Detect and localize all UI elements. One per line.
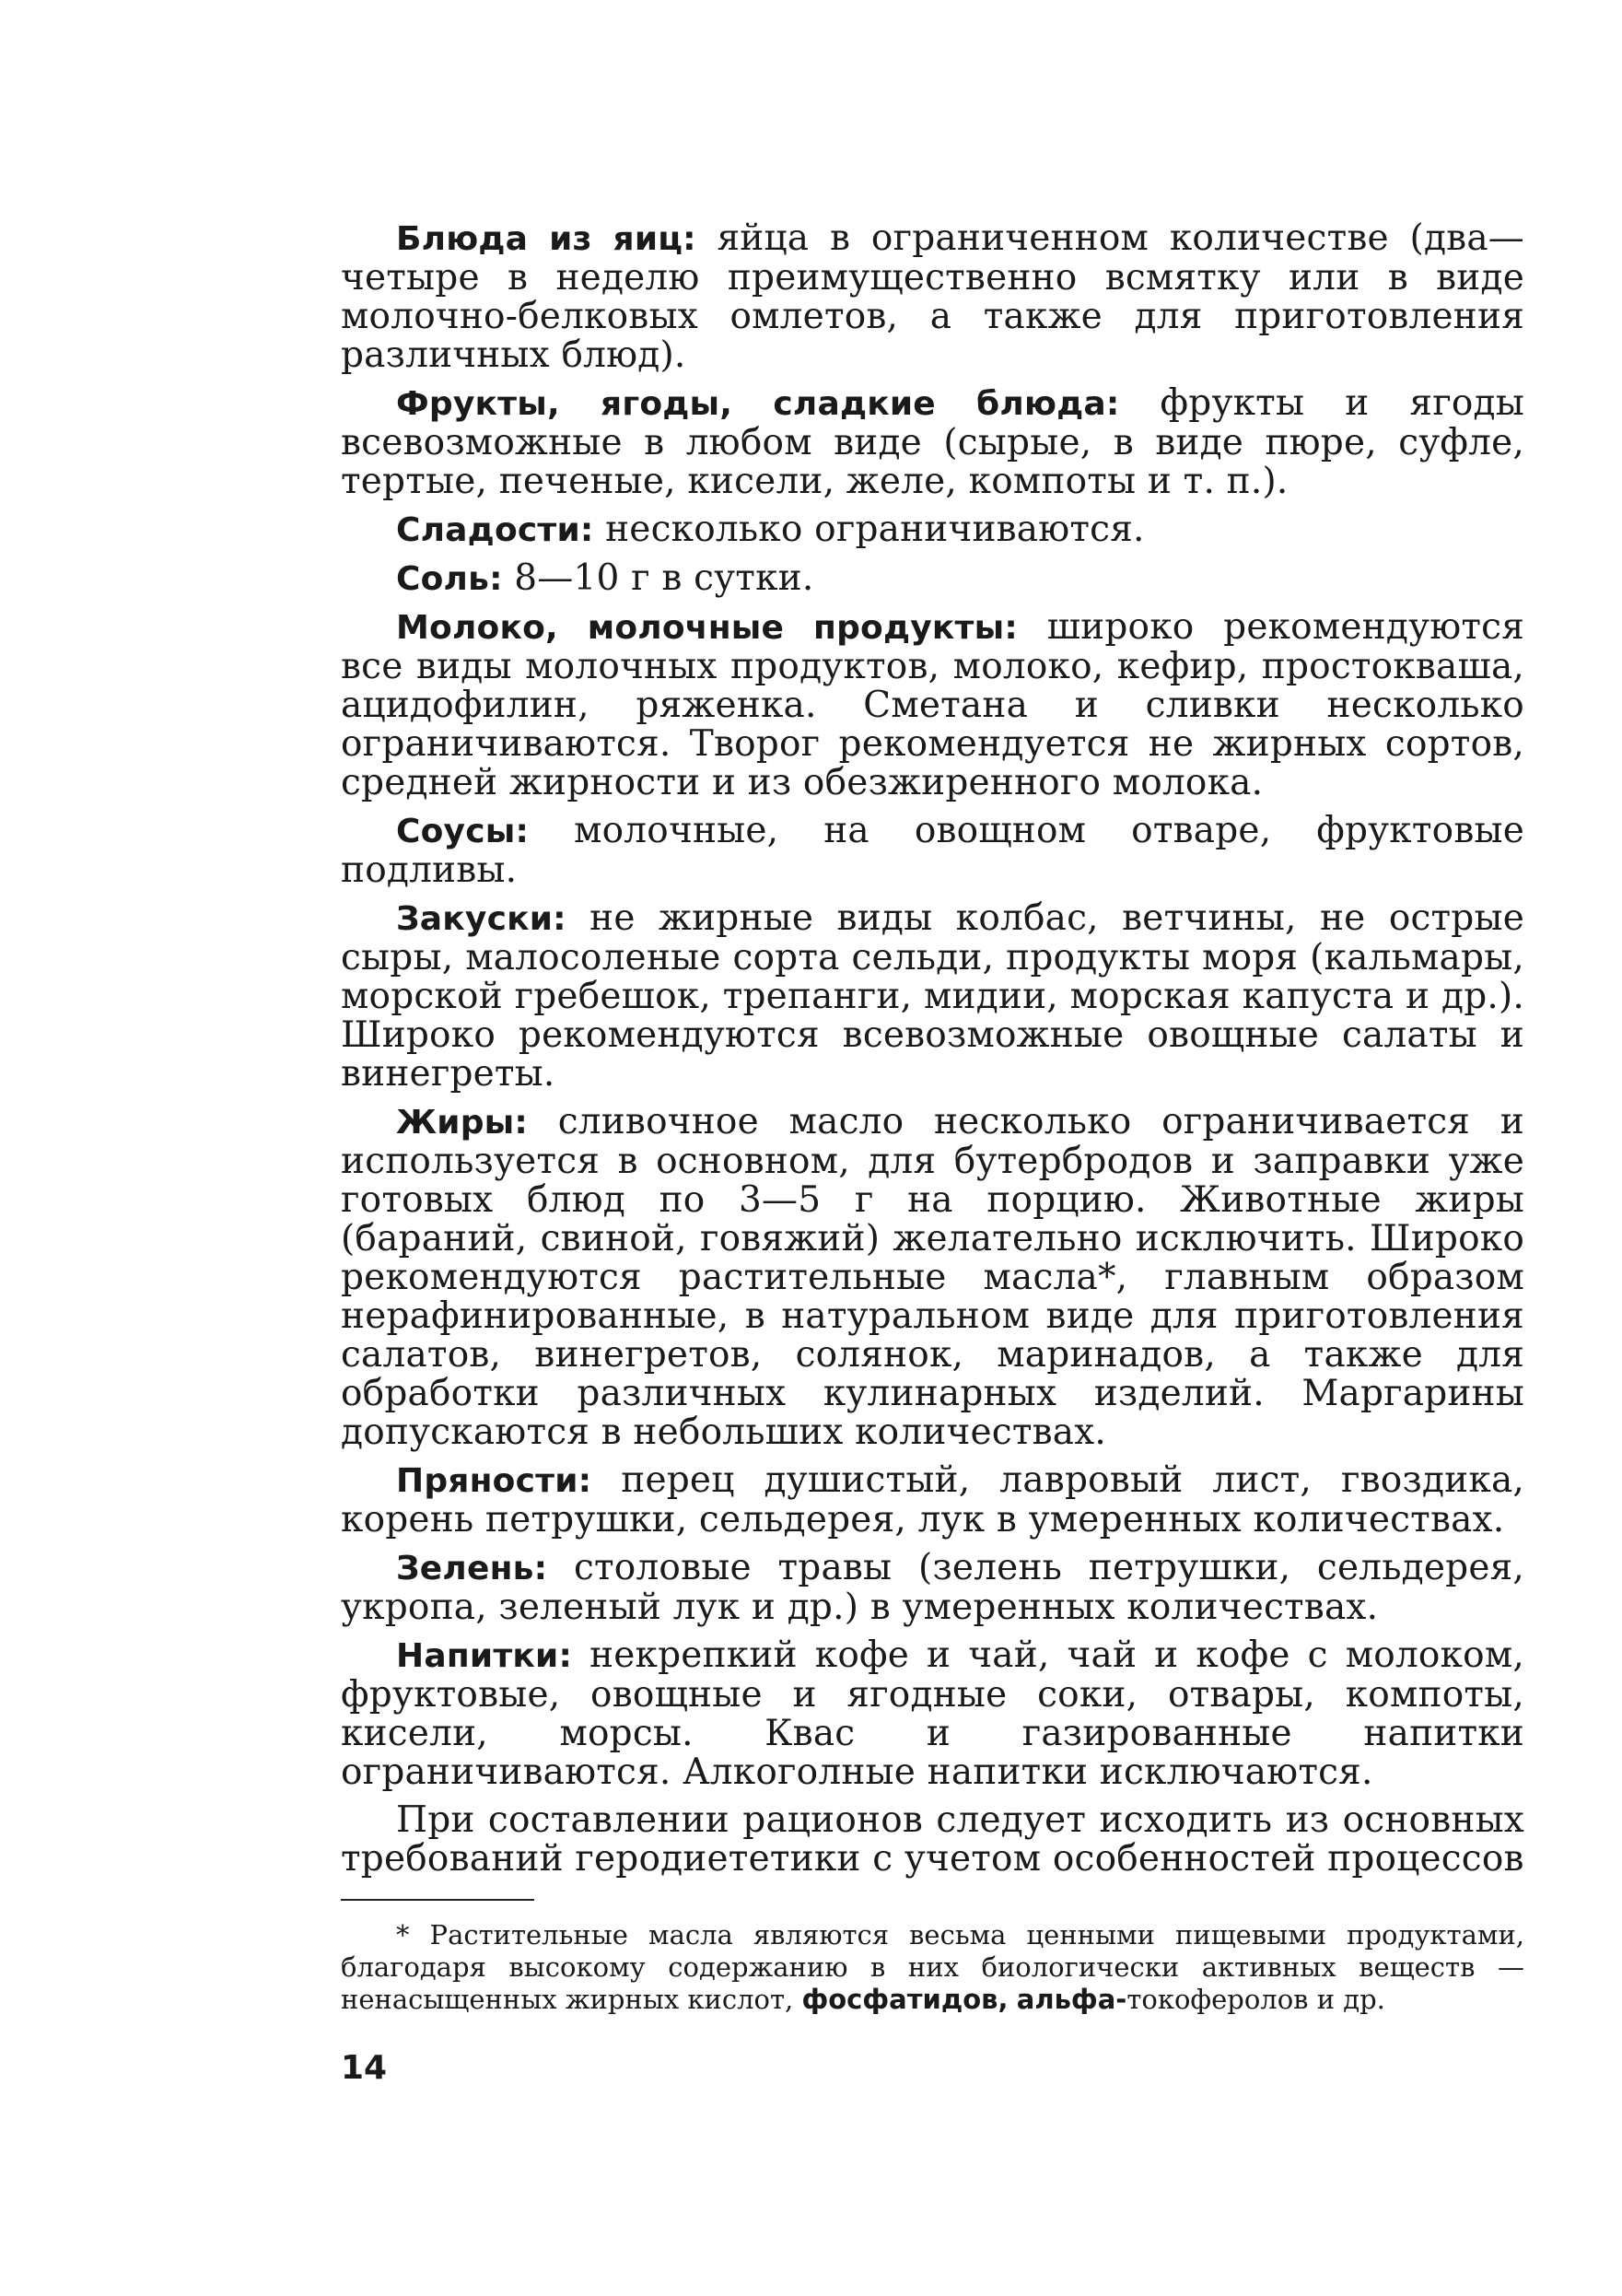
paragraph-text: не жирные виды колбас, ветчины, не острые сыры, малосоленые сорта сельди, продукты моря (кальмары, морской гребешок, трепанги, мидии, морская капуста и др.). Широко рекомендуются всевозможные овощные салаты и винегреты.: [341, 897, 1524, 1095]
body-text: [341, 219, 1524, 1879]
footnote-bold-term-1: фосфатидов,: [801, 1984, 1009, 2015]
paragraph-term: Фрукты, ягоды, сладкие блюда:: [396, 385, 1120, 423]
paragraph-text: перец душистый, лавровый лист, гвоздика, корень петрушки, сельдерея, лук в умеренных количествах.: [341, 1459, 1524, 1540]
paragraph-text: широко рекомендуются все виды молочных продуктов, молоко, кефир, простокваша, ацидофилин, ряженка. Сметана и сливки несколько ограничиваются. Творог рекомендуется не жирных сортов, средней жирности и из обезжиренного молока.: [341, 606, 1525, 803]
paragraph: [341, 812, 1524, 890]
page-number: 14: [341, 2049, 388, 2087]
paragraph: [341, 510, 1524, 550]
paragraph-text: яйца в ограниченном количестве (два—четыре в неделю преимущественно всмятку или в виде молочно-белковых омлетов, а также для приготовления различных блюд).: [341, 217, 1524, 376]
paragraph-text: столовые травы (зелень петрушки, сельдерея, укропа, зеленый лук и др.) в умеренных количествах.: [341, 1547, 1524, 1628]
paragraph-text: молочные, на овощном отваре, фруктовые подливы.: [341, 810, 1524, 891]
paragraph: [341, 219, 1524, 375]
paragraph-text: сливочное масло несколько ограничивается и используется в основном, для бутербродов и заправки уже готовых блюд по 3—5 г на порцию. Животные жиры (бараний, свиной, говяжий) желательно исключить. Широко рекомендуются растительные масла*, главным образом нерафинированные, в натуральном виде для приготовления салатов, винегретов, солянок, маринадов, а также для обработки различных кулинарных изделий. Маргарины допускаются в небольших количествах.: [341, 1101, 1524, 1453]
paragraph-term: Сладости:: [396, 511, 594, 549]
footnote: [341, 1919, 1524, 2016]
paragraph-text: несколько ограничиваются.: [593, 509, 1145, 550]
paragraph: [341, 384, 1524, 501]
footnote-text-end: токоферолов и др.: [1126, 1984, 1385, 2015]
paragraph-text: При составлении рационов следует исходить из основных требований геродиететики с учетом особенностей процессов: [341, 1799, 1524, 1880]
footnote-text: * Растительные масла являются весьма ценными пищевыми продуктами, благодаря высокому содержанию в них биологически активных веществ — ненасыщенных жирных кислот,: [341, 1919, 1524, 2015]
paragraph-term: Соусы:: [396, 813, 530, 850]
paragraph: [341, 608, 1524, 802]
paragraph-term: Соль:: [396, 560, 503, 598]
paragraph-text: 8—10 г в сутки.: [502, 557, 814, 599]
paragraph-text: фрукты и ягоды всевозможные в любом виде (сырые, в виде пюре, суфле, тертые, печеные, кисели, желе, компоты и т. п.).: [341, 382, 1524, 502]
paragraph-term: Жиры:: [396, 1104, 529, 1142]
paragraph-term: Закуски:: [396, 900, 566, 938]
paragraph: [341, 899, 1524, 1094]
paragraph-text: некрепкий кофе и чай, чай и кофе с молоком, фруктовые, овощные и ягодные соки, отвары, компоты, кисели, морсы. Квас и газированные напитки ограничиваются. Алкоголные напитки исключаются.: [341, 1634, 1524, 1793]
footnote-bold-term-2: альфа-: [1016, 1984, 1127, 2015]
paragraph: [341, 1549, 1524, 1627]
paragraph-term: Напитки:: [396, 1637, 573, 1675]
paragraph-term: Молоко, молочные продукты:: [396, 609, 1018, 647]
paragraph: [341, 1103, 1524, 1452]
paragraph-term: Зелень:: [396, 1550, 548, 1587]
paragraph-term: Пряности:: [396, 1462, 592, 1500]
footnote-divider: [341, 1899, 534, 1901]
paragraph: [341, 1801, 1524, 1879]
paragraph-term: Блюда из яиц:: [396, 220, 696, 258]
paragraph: [341, 1636, 1524, 1792]
paragraph: [341, 559, 1524, 599]
document-page: [341, 219, 1524, 2087]
paragraph: [341, 1461, 1524, 1540]
